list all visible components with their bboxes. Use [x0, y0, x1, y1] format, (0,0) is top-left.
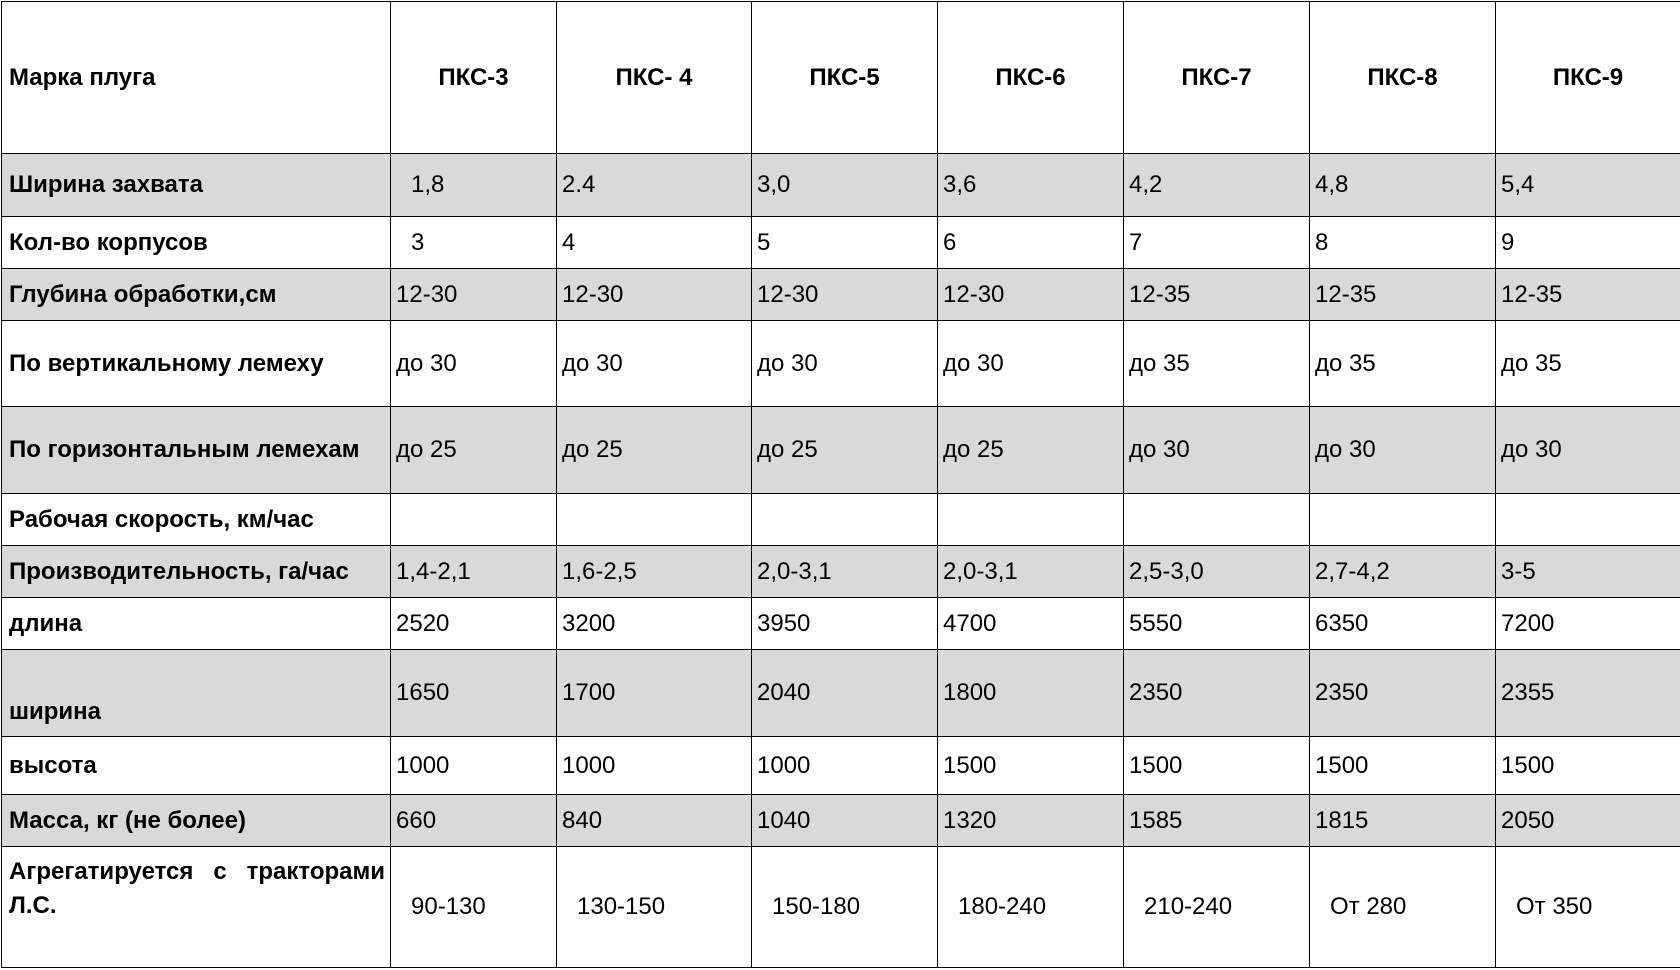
- value-cell: 1000: [557, 737, 752, 795]
- value-cell: 1500: [1310, 737, 1496, 795]
- value-cell: 3200: [557, 598, 752, 650]
- table-row: [2, 546, 1680, 598]
- row-label: Рабочая скорость, км/час: [2, 494, 391, 546]
- value-cell: 4700: [938, 598, 1124, 650]
- table-row: [2, 737, 1680, 795]
- table-row: [2, 598, 1680, 650]
- row-label: ширина: [2, 650, 391, 737]
- value-cell: 1585: [1124, 795, 1310, 847]
- row-label: Производительность, га/час: [2, 546, 391, 598]
- value-cell: 4,8: [1310, 154, 1496, 217]
- value-cell: 3,6: [938, 154, 1124, 217]
- value-cell: От 280: [1310, 847, 1496, 968]
- value-cell: до 25: [557, 407, 752, 494]
- value-cell: 3,0: [752, 154, 938, 217]
- table-row: [2, 269, 1680, 321]
- value-cell: 1815: [1310, 795, 1496, 847]
- value-cell: 180-240: [938, 847, 1124, 968]
- value-cell: 1,8: [391, 154, 557, 217]
- model-cell: ПКС-8: [1310, 2, 1496, 154]
- value-cell: 12-30: [938, 269, 1124, 321]
- value-cell: до 30: [1496, 407, 1680, 494]
- model-cell: ПКС-9: [1496, 2, 1680, 154]
- table-row: [2, 217, 1680, 269]
- value-cell: 2355: [1496, 650, 1680, 737]
- table-row: [2, 847, 1680, 968]
- value-cell: до 35: [1496, 321, 1680, 407]
- value-cell: до 30: [391, 321, 557, 407]
- value-cell: 1500: [1496, 737, 1680, 795]
- value-cell: 1650: [391, 650, 557, 737]
- value-cell: 1500: [938, 737, 1124, 795]
- value-cell: [557, 494, 752, 546]
- value-cell: 1,6-2,5: [557, 546, 752, 598]
- value-cell: 1000: [391, 737, 557, 795]
- value-cell: 12-30: [391, 269, 557, 321]
- value-cell: 210-240: [1124, 847, 1310, 968]
- value-cell: до 35: [1124, 321, 1310, 407]
- value-cell: 2040: [752, 650, 938, 737]
- value-cell: до 25: [938, 407, 1124, 494]
- value-cell: до 35: [1310, 321, 1496, 407]
- value-cell: 12-30: [557, 269, 752, 321]
- value-cell: 2350: [1310, 650, 1496, 737]
- row-label: Масса, кг (не более): [2, 795, 391, 847]
- model-cell: ПКС-6: [938, 2, 1124, 154]
- value-cell: 130-150: [557, 847, 752, 968]
- table-row: [2, 321, 1680, 407]
- row-label: По горизонтальным лемехам: [2, 407, 391, 494]
- row-label: Глубина обработки,см: [2, 269, 391, 321]
- value-cell: 3: [391, 217, 557, 269]
- value-cell: 7: [1124, 217, 1310, 269]
- value-cell: 840: [557, 795, 752, 847]
- value-cell: 660: [391, 795, 557, 847]
- value-cell: до 30: [938, 321, 1124, 407]
- value-cell: От 350: [1496, 847, 1680, 968]
- value-cell: [938, 494, 1124, 546]
- value-cell: 2,7-4,2: [1310, 546, 1496, 598]
- row-label: высота: [2, 737, 391, 795]
- model-cell: ПКС-7: [1124, 2, 1310, 154]
- value-cell: 1,4-2,1: [391, 546, 557, 598]
- value-cell: 2,5-3,0: [1124, 546, 1310, 598]
- value-cell: 1800: [938, 650, 1124, 737]
- value-cell: [1496, 494, 1680, 546]
- value-cell: 1500: [1124, 737, 1310, 795]
- model-cell: ПКС- 4: [557, 2, 752, 154]
- table-row: [2, 494, 1680, 546]
- row-label: По вертикальному лемеху: [2, 321, 391, 407]
- value-cell: 90-130: [391, 847, 557, 968]
- value-cell: [1124, 494, 1310, 546]
- row-label: Агрегатируется с тракторами Л.С.: [2, 847, 391, 968]
- value-cell: 5550: [1124, 598, 1310, 650]
- row-label: Кол-во корпусов: [2, 217, 391, 269]
- header-row: [2, 2, 1680, 154]
- value-cell: 2,0-3,1: [752, 546, 938, 598]
- value-cell: 1000: [752, 737, 938, 795]
- value-cell: 4,2: [1124, 154, 1310, 217]
- model-cell: ПКС-3: [391, 2, 557, 154]
- value-cell: до 30: [1124, 407, 1310, 494]
- value-cell: 4: [557, 217, 752, 269]
- row-label: Ширина захвата: [2, 154, 391, 217]
- value-cell: 1700: [557, 650, 752, 737]
- value-cell: 12-35: [1496, 269, 1680, 321]
- header-label-cell: Марка плуга: [2, 2, 391, 154]
- value-cell: 6: [938, 217, 1124, 269]
- value-cell: [391, 494, 557, 546]
- value-cell: 6350: [1310, 598, 1496, 650]
- value-cell: 5,4: [1496, 154, 1680, 217]
- value-cell: [1310, 494, 1496, 546]
- value-cell: 7200: [1496, 598, 1680, 650]
- value-cell: до 30: [1310, 407, 1496, 494]
- value-cell: 3-5: [1496, 546, 1680, 598]
- table-row: [2, 650, 1680, 737]
- value-cell: 5: [752, 217, 938, 269]
- value-cell: 8: [1310, 217, 1496, 269]
- value-cell: 2050: [1496, 795, 1680, 847]
- value-cell: 9: [1496, 217, 1680, 269]
- value-cell: 1040: [752, 795, 938, 847]
- value-cell: [752, 494, 938, 546]
- table-row: [2, 154, 1680, 217]
- value-cell: 2,0-3,1: [938, 546, 1124, 598]
- table-row: [2, 795, 1680, 847]
- value-cell: 150-180: [752, 847, 938, 968]
- value-cell: 12-35: [1124, 269, 1310, 321]
- value-cell: 3950: [752, 598, 938, 650]
- value-cell: до 25: [391, 407, 557, 494]
- row-label: длина: [2, 598, 391, 650]
- value-cell: 2350: [1124, 650, 1310, 737]
- table-row: [2, 407, 1680, 494]
- value-cell: 2520: [391, 598, 557, 650]
- model-cell: ПКС-5: [752, 2, 938, 154]
- value-cell: до 30: [557, 321, 752, 407]
- value-cell: 2.4: [557, 154, 752, 217]
- value-cell: до 30: [752, 321, 938, 407]
- value-cell: 12-30: [752, 269, 938, 321]
- value-cell: 1320: [938, 795, 1124, 847]
- value-cell: 12-35: [1310, 269, 1496, 321]
- plow-spec-table: [1, 1, 1680, 968]
- value-cell: до 25: [752, 407, 938, 494]
